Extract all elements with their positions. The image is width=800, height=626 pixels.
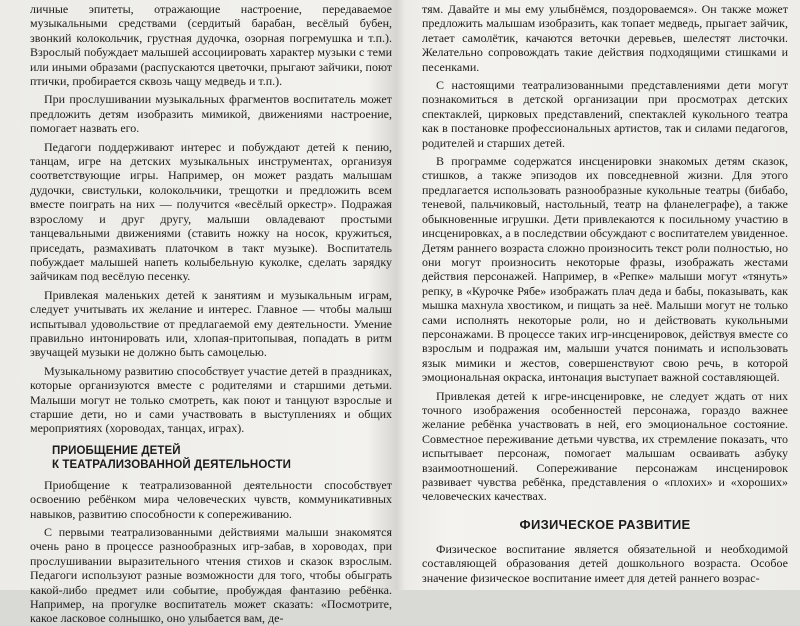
paragraph-first-theatre-actions: С первыми театрализованными действиями малыши знакомятся очень рано в процессе разнообразных игр-забав, в хороводах, при прослушивании выразительного чтения стихов и сказок взрослым. Педагоги используют разные возможности для того, чтобы обыграть какой-либо предмет или событие, пробуждая фантазию ребёнка. Например, на прогулке воспитатель может сказать: «Посмотрите, какое ласковое солнышко, оно улыбается вам, де- (30, 525, 392, 626)
paragraph-dramatizations: В программе содержатся инсценировки знакомых детям сказок, стишков, а также эпизодов их повседневной жизни. Для этого предлагается использовать разнообразные кукольные театры (бибабо, теневой, пальчиковый, настольный, театр на фланелеграфе), а также обыкновенные игрушки. Дети привлекаются к посильному участию в инсценировках, а в последствии обсуждают с воспитателем увиденное. Детям раннего возраста сложно произносить текст роли полностью, но они могут произносить некоторые фразы, изображать жестами действия персонажей. Например, в «Репке» малыши могут «тянуть» репку, в «Курочке Рябе» изображать плач деда и бабы, показывать, как мышка махнула хвостиком, и пищать за неё. Малыши могут не только сами исполнять некоторые роли, но и действовать кукольными персонажами. В процессе таких игр-инсценировок, действуя вместе со взрослым и подражая им, малыши учатся понимать и использовать язык мимики и жестов, совершенствуют свою речь, в которой эмоциональная окраска, интонация выступает важной составляющей. (422, 154, 788, 385)
right-page (422, 2, 788, 590)
paragraph-singing-dancing: Педагоги поддерживают интерес и побуждают детей к пению, танцам, игре на детских музыкальных инструментах, организуя соответствующие игры. Например, он может раздать малышам дудочки, свистульки, колокольчики, трещотки и предложить всем вместе поиграть на них — получится «весёлый оркестр». Подражая взрослому и друг другу, малыши овладевают простыми танцевальными движениями (ставить ножку на носок, кружиться, приседать, размахивать платочком в такт музыке). Воспитатель побуждает малышей напеть колыбельную куколке, сделать зарядку зайчикам под весёлую песенку. (30, 139, 392, 284)
paragraph-music-epithets: личные эпитеты, отражающие настроение, передаваемое музыкальными средствами (сердитый барабан, весёлый бубен, звонкий колокольчик, грустная дудочка, озорная погремушка и т.п.). Взрослый побуждает малышей ассоциировать характер музыки с теми или иными образами (распускаются цветочки, прыгают зайчики, поют птички, пробирается сквозь чащу медведь и т.п.). (30, 2, 392, 89)
paragraph-holidays: Музыкальному развитию способствует участие детей в праздниках, которые организуются вместе с родителями и старшими детьми. Малыши могут не только смотреть, как поют и танцуют взрослые и старшие дети, но и сами участвовать в выступлениях и общих мероприятиях (хороводах, танцах, играх). (30, 363, 392, 436)
paragraph-continuation: тям. Давайте и мы ему улыбнёмся, поздороваемся». Он также может предложить малышам изобразить, как топает медведь, прыгает зайчик, летает самолётик, качаются веточки деревьев, шелестят листочки. Желательно сопровождать такие действия подходящими стишками и песенками. (422, 2, 788, 74)
paragraph-involving-children: Привлекая детей к игре-инсценировке, не следует ждать от них точного изображения особенностей персонажа, гораздо важнее желание ребёнка участвовать в ней, его эмоциональное состояние. Совместное переживание детьми чувства, их стремление показать, что испытывает персонаж, помогает малышам осваивать азбуку взаимоотношений. Сопереживание персонажам инсценировок развивает чувства ребёнка, представления о «плохих» и «хороших» человеческих качествах. (422, 388, 788, 504)
section-heading-line-2: К ТЕАТРАЛИЗОВАННОЙ ДЕЯТЕЛЬНОСТИ (52, 458, 291, 471)
paragraph-physical-education: Физическое воспитание является обязательной и необходимой составляющей образования детей дошкольного возраста. Особое значение физическое воспитание имеет для детей раннего возрас- (422, 541, 788, 585)
paragraph-theatre-intro: Приобщение к театрализованной деятельности способствует освоению ребёнком мира человеческих чувств, коммуникативных навыков, развитию способности к сопереживанию. (30, 477, 392, 521)
paragraph-theatre-performances: С настоящими театрализованными представлениями дети могут познакомиться в детской организации при просмотрах детских спектаклей, цирковых представлений, спектаклей кукольного театра как в постановке профессиональных артистов, так и силами педагогов, родителей и старших детей. (422, 78, 788, 150)
left-page (30, 2, 392, 626)
section-heading-theatre (52, 444, 392, 472)
section-heading-line-1: ПРИОБЩЕНИЕ ДЕТЕЙ (52, 444, 181, 457)
paragraph-interest: Привлекая маленьких детей к занятиям и музыкальным играм, следует учитывать их желание и интерес. Главное — чтобы малыш испытывал удовольствие от предлагаемой ему деятельности. Умение правильно интонировать или, хлопая-притопывая, попадать в ритм звучащей музыки не должно быть самоцелью. (30, 287, 392, 360)
paragraph-music-fragments: При прослушивании музыкальных фрагментов воспитатель может предложить детям изобразить мимикой, движениями настроение, помогает назвать его. (30, 92, 392, 136)
section-heading-physical: ФИЗИЧЕСКОЕ РАЗВИТИЕ (519, 516, 691, 532)
